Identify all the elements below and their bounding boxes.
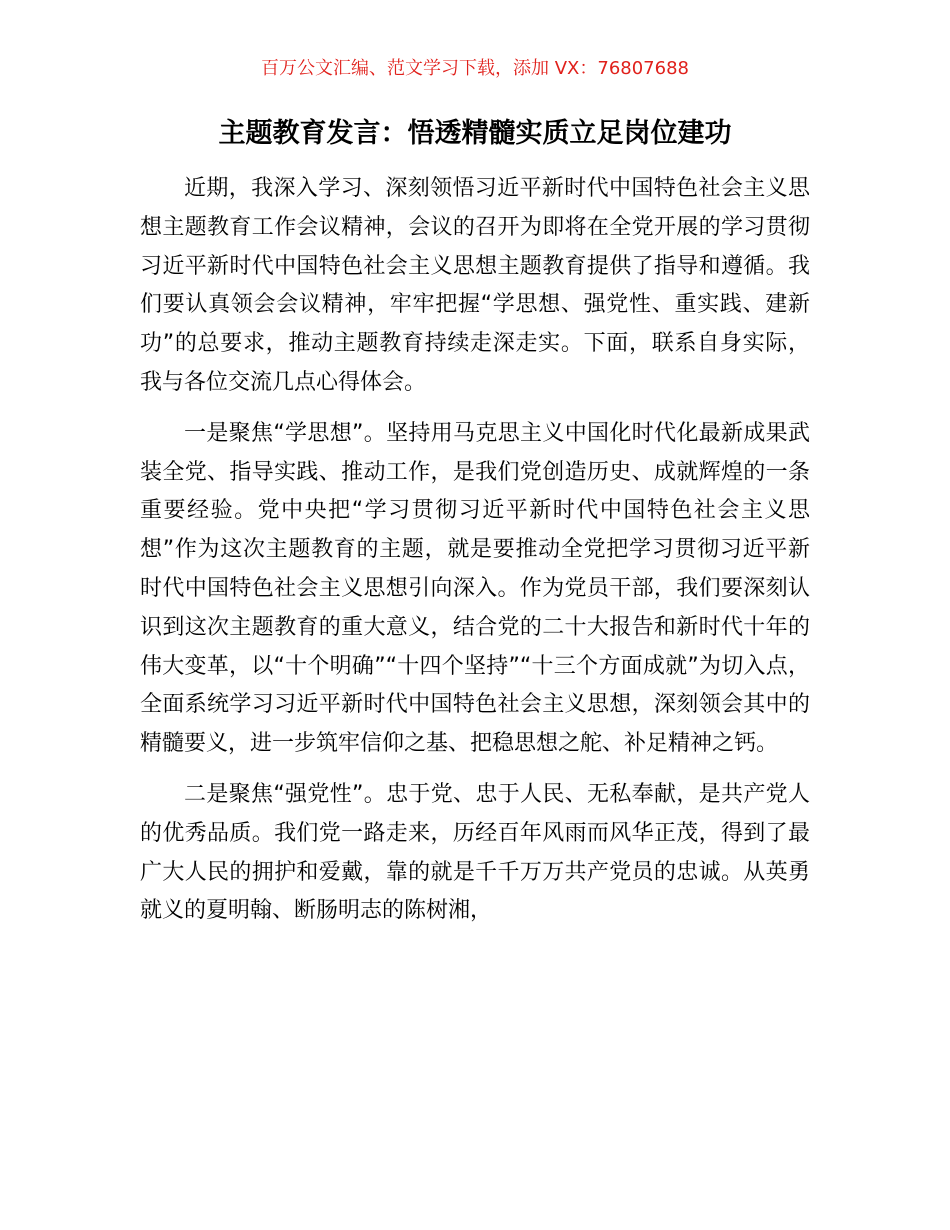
document-body [140, 170, 810, 943]
header-banner: 百万公文汇编、范文学习下载，添加 VX：76807688 [261, 58, 689, 79]
page-title: 主题教育发言：悟透精髓实质立足岗位建功 [218, 118, 732, 149]
paragraph-intro: 近期，我深入学习、深刻领悟习近平新时代中国特色社会主义思想主题教育工作会议精神，会议的召开为即将在全党开展的学习贯彻习近平新时代中国特色社会主义思想主题教育提供了指导和遵循。我们要认真领会会议精神，牢牢把握“学思想、强党性、重实践、建新功”的总要求，推动主题教育持续走深走实。下面，联系自身实际，我与各位交流几点心得体会。 [140, 176, 810, 395]
paragraph-study-thought: 一是聚焦“学思想”。坚持用马克思主义中国化时代化最新成果武装全党、指导实践、推动工作，是我们党创造历史、成就辉煌的一条重要经验。党中央把“学习贯彻习近平新时代中国特色社会主义思想”作为这次主题教育的主题，就是要推动全党把学习贯彻习近平新时代中国特色社会主义思想引向深入。作为党员干部，我们要深刻认识到这次主题教育的重大意义，结合党的二十大报告和新时代十年的伟大变革，以“十个明确”“十四个坚持”“十三个方面成就”为切入点，全面系统学习习近平新时代中国特色社会主义思想，深刻领会其中的精髓要义，进一步筑牢信仰之基、把稳思想之舵、补足精神之钙。 [140, 420, 810, 757]
paragraph-party-spirit: 二是聚焦“强党性”。忠于党、忠于人民、无私奉献，是共产党人的优秀品质。我们党一路走来，历经百年风雨而风华正茂，得到了最广大人民的拥护和爱戴，靠的就是千千万万共产党员的忠诚。从英勇就义的夏明翰、断肠明志的陈树湘， [140, 781, 810, 924]
